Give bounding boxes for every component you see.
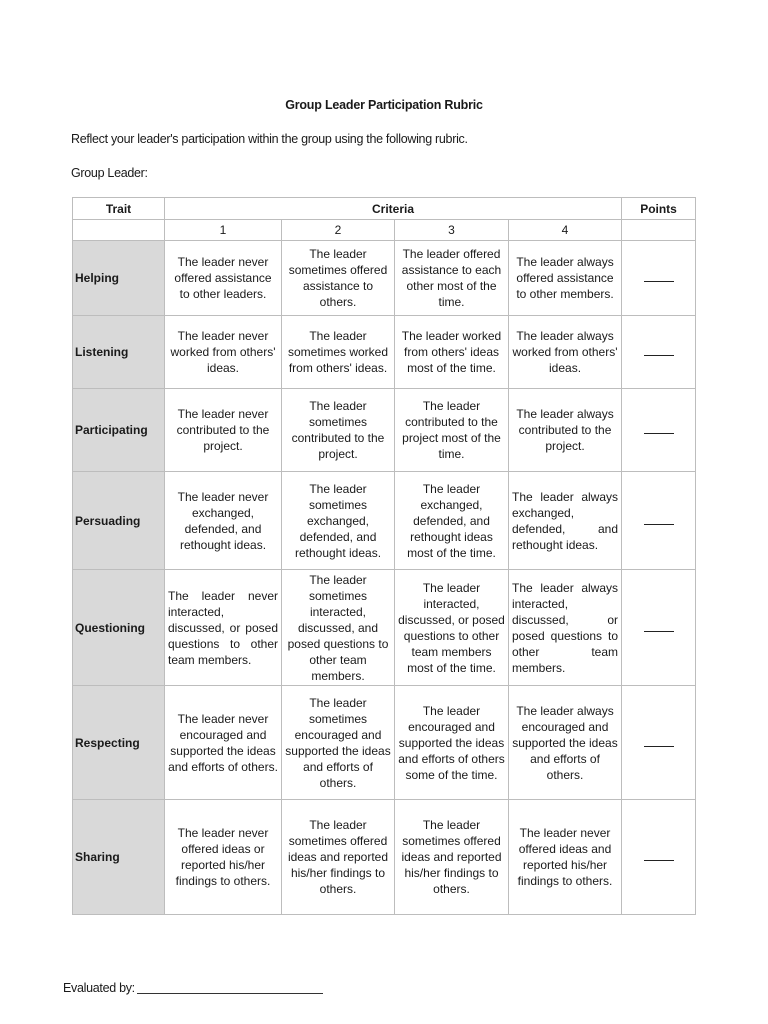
criteria-cell: The leader always encouraged and supported the ideas and efforts of others. [509,686,622,800]
criteria-cell: The leader sometimes contributed to the project. [282,389,395,472]
trait-label: Listening [73,316,165,389]
table-row [73,800,696,915]
points-blank-line[interactable] [644,355,674,356]
criteria-cell: The leader always offered assistance to other members. [509,241,622,316]
criteria-cell: The leader exchanged, defended, and rethought ideas most of the time. [395,472,509,570]
criteria-cell: The leader contributed to the project most of the time. [395,389,509,472]
empty-cell [73,220,165,241]
criteria-cell: The leader never worked from others' ideas. [165,316,282,389]
level-4-header: 4 [509,220,622,241]
instructions-text: Reflect your leader's participation within the group using the following rubric. [71,132,468,146]
criteria-cell: The leader sometimes offered ideas and reported his/her findings to others. [395,800,509,915]
points-cell[interactable] [622,800,696,915]
table-row [73,570,696,686]
points-blank-line[interactable] [644,860,674,861]
trait-label: Persuading [73,472,165,570]
points-blank-line[interactable] [644,433,674,434]
criteria-cell: The leader worked from others' ideas most of the time. [395,316,509,389]
trait-label: Helping [73,241,165,316]
points-blank-line[interactable] [644,524,674,525]
criteria-cell: The leader never contributed to the project. [165,389,282,472]
table-row [73,686,696,800]
table-row [73,316,696,389]
level-2-header: 2 [282,220,395,241]
table-row [73,241,696,316]
evaluated-by-field [63,981,323,995]
trait-header: Trait [73,198,165,220]
evaluated-by-signature-line[interactable] [137,993,323,994]
criteria-cell: The leader sometimes interacted, discussed, and posed questions to other team members. [282,570,395,686]
trait-label: Participating [73,389,165,472]
level-number-row [73,220,696,241]
criteria-cell: The leader sometimes offered ideas and reported his/her findings to others. [282,800,395,915]
criteria-cell: The leader sometimes exchanged, defended, and rethought ideas. [282,472,395,570]
points-cell[interactable] [622,389,696,472]
criteria-cell: The leader always interacted, discussed, or posed questions to other team members. [509,570,622,686]
criteria-cell: The leader sometimes worked from others' ideas. [282,316,395,389]
level-3-header: 3 [395,220,509,241]
trait-label: Respecting [73,686,165,800]
rubric-table [72,197,696,915]
table-row [73,389,696,472]
criteria-cell: The leader never interacted, discussed, or posed questions to other team members. [165,570,282,686]
header-row [73,198,696,220]
criteria-cell: The leader always worked from others' ideas. [509,316,622,389]
page-title: Group Leader Participation Rubric [285,98,483,112]
criteria-cell: The leader encouraged and supported the ideas and efforts of others some of the time. [395,686,509,800]
points-blank-line[interactable] [644,746,674,747]
criteria-cell: The leader sometimes offered assistance to others. [282,241,395,316]
criteria-cell: The leader never exchanged, defended, and rethought ideas. [165,472,282,570]
level-1-header: 1 [165,220,282,241]
trait-label: Questioning [73,570,165,686]
points-cell[interactable] [622,472,696,570]
points-blank-line[interactable] [644,631,674,632]
points-blank-line[interactable] [644,281,674,282]
criteria-header: Criteria [165,198,622,220]
criteria-cell: The leader offered assistance to each other most of the time. [395,241,509,316]
points-cell[interactable] [622,570,696,686]
criteria-cell: The leader never encouraged and supported the ideas and efforts of others. [165,686,282,800]
criteria-cell: The leader sometimes encouraged and supported the ideas and efforts of others. [282,686,395,800]
points-header: Points [622,198,696,220]
criteria-cell: The leader never offered ideas and reported his/her findings to others. [509,800,622,915]
group-leader-label: Group Leader: [71,166,148,180]
criteria-cell: The leader never offered assistance to other leaders. [165,241,282,316]
criteria-cell: The leader interacted, discussed, or posed questions to other team members most of the time. [395,570,509,686]
points-cell[interactable] [622,686,696,800]
table-row [73,472,696,570]
criteria-cell: The leader always contributed to the project. [509,389,622,472]
criteria-cell: The leader always exchanged, defended, and rethought ideas. [509,472,622,570]
points-cell[interactable] [622,316,696,389]
criteria-cell: The leader never offered ideas or reported his/her findings to others. [165,800,282,915]
points-cell[interactable] [622,241,696,316]
empty-cell [622,220,696,241]
trait-label: Sharing [73,800,165,915]
evaluated-by-label: Evaluated by: [63,981,135,995]
